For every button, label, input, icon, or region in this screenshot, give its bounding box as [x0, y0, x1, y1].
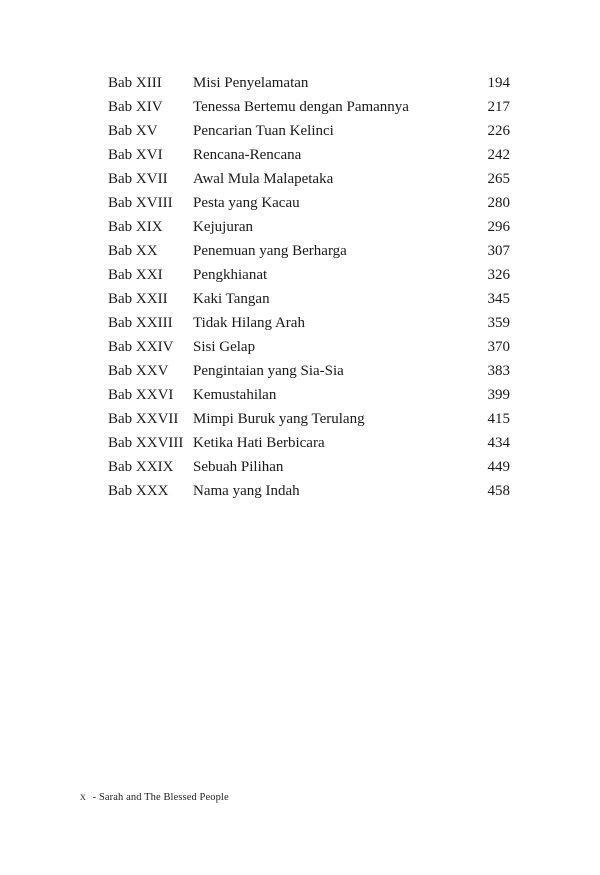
toc-chapter-number: Bab XXIX [108, 459, 174, 475]
toc-entry[interactable] [108, 143, 510, 167]
running-footer [80, 791, 229, 803]
toc-chapter-title: Rencana-Rencana [193, 147, 302, 163]
toc-entry[interactable] [108, 263, 510, 287]
toc-page-number: 226 [487, 123, 510, 139]
toc-chapter-title: Ketika Hati Berbicara [193, 435, 325, 451]
toc-chapter-number: Bab XVI [108, 147, 163, 163]
toc-chapter-title: Pengintaian yang Sia-Sia [193, 363, 344, 379]
toc-page-number: 345 [487, 291, 510, 307]
toc-page-number: 449 [487, 459, 510, 475]
toc-page-number: 194 [487, 75, 510, 91]
toc-chapter-title: Tenessa Bertemu dengan Pamannya [193, 99, 409, 115]
toc-entry[interactable] [108, 167, 510, 191]
toc-page-number: 434 [487, 435, 510, 451]
toc-page-number: 307 [487, 243, 510, 259]
toc-chapter-title: Nama yang Indah [193, 483, 300, 499]
toc-page-number: 280 [487, 195, 510, 211]
toc-chapter-title: Penemuan yang Berharga [193, 243, 347, 259]
toc-chapter-number: Bab XIII [108, 75, 162, 91]
toc-chapter-number: Bab XV [108, 123, 158, 139]
toc-chapter-number: Bab XXVII [108, 411, 179, 427]
toc-entry[interactable] [108, 335, 510, 359]
toc-chapter-number: Bab XXX [108, 483, 169, 499]
toc-chapter-title: Kaki Tangan [193, 291, 270, 307]
toc-chapter-number: Bab XVII [108, 171, 168, 187]
toc-entry[interactable] [108, 311, 510, 335]
toc-page-number: 458 [487, 483, 510, 499]
toc-page-number: 370 [487, 339, 510, 355]
toc-page-number: 296 [487, 219, 510, 235]
footer-book-title: Sarah and The Blessed People [98, 792, 229, 803]
toc-chapter-number: Bab XXIV [108, 339, 174, 355]
toc-chapter-title: Misi Penyelamatan [193, 75, 309, 91]
toc-chapter-number: Bab XX [108, 243, 158, 259]
toc-entry[interactable] [108, 359, 510, 383]
footer-separator: - [92, 792, 97, 803]
toc-entry[interactable] [108, 119, 510, 143]
toc-chapter-number: Bab XIX [108, 219, 163, 235]
toc-chapter-number: Bab XXV [108, 363, 169, 379]
toc-chapter-number: Bab XXI [108, 267, 163, 283]
toc-chapter-title: Awal Mula Malapetaka [193, 171, 334, 187]
toc-chapter-title: Pengkhianat [193, 267, 268, 283]
toc-chapter-title: Tidak Hilang Arah [193, 315, 305, 331]
toc-chapter-title: Kemustahilan [193, 387, 277, 403]
toc-chapter-number: Bab XIV [108, 99, 163, 115]
toc-entry[interactable] [108, 431, 510, 455]
toc-page-number: 326 [487, 267, 510, 283]
toc-chapter-title: Mimpi Buruk yang Terulang [193, 411, 365, 427]
toc-entry[interactable] [108, 287, 510, 311]
toc-chapter-title: Pencarian Tuan Kelinci [193, 123, 334, 139]
toc-entry[interactable] [108, 215, 510, 239]
toc-page-number: 383 [487, 363, 510, 379]
toc-page-number: 415 [487, 411, 510, 427]
toc-chapter-title: Sisi Gelap [193, 339, 256, 355]
toc-chapter-number: Bab XXIII [108, 315, 173, 331]
toc-page-number: 265 [487, 171, 510, 187]
toc-chapter-number: Bab XXVIII [108, 435, 184, 451]
toc-entry[interactable] [108, 479, 510, 503]
toc-page-number: 217 [487, 99, 510, 115]
table-of-contents [108, 71, 510, 503]
toc-page-number: 399 [487, 387, 510, 403]
toc-chapter-number: Bab XXVI [108, 387, 174, 403]
toc-entry[interactable] [108, 383, 510, 407]
toc-chapter-title: Kejujuran [193, 219, 253, 235]
toc-page-number: 359 [487, 315, 510, 331]
toc-page-number: 242 [487, 147, 510, 163]
toc-chapter-title: Pesta yang Kacau [193, 195, 300, 211]
toc-entry[interactable] [108, 95, 510, 119]
toc-entry[interactable] [108, 191, 510, 215]
footer-page-numeral: x [80, 791, 86, 803]
toc-entry[interactable] [108, 239, 510, 263]
toc-chapter-number: Bab XXII [108, 291, 168, 307]
toc-entry[interactable] [108, 407, 510, 431]
toc-entry[interactable] [108, 455, 510, 479]
toc-chapter-title: Sebuah Pilihan [193, 459, 284, 475]
toc-chapter-number: Bab XVIII [108, 195, 173, 211]
toc-entry[interactable] [108, 71, 510, 95]
